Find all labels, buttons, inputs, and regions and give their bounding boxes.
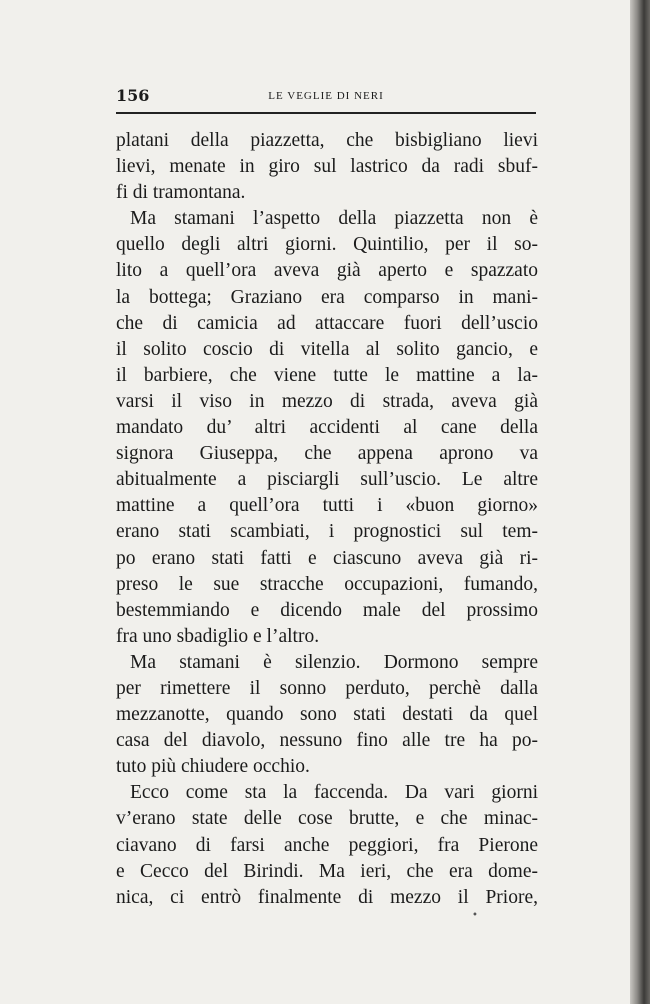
text-line: lievi, menate in giro sul lastrico da radi sbuf- xyxy=(116,156,538,178)
text-line: Ma stamani l’aspetto della piazzetta non è xyxy=(130,208,538,230)
header-rule xyxy=(116,112,536,114)
text-line: Ma stamani è silenzio. Dormono sempre xyxy=(130,651,538,673)
text-line: casa del diavolo, nessuno fino alle tre ha po- xyxy=(116,730,538,752)
page-header xyxy=(116,84,536,108)
text-line: la bottega; Graziano era comparso in mani- xyxy=(116,286,538,308)
text-line: per rimettere il sonno perduto, perchè dalla xyxy=(116,677,538,699)
text-line: e Cecco del Birindi. Ma ieri, che era dome- xyxy=(116,860,538,882)
body-text xyxy=(116,128,538,911)
text-line: v’erano state delle cose brutte, e che minac- xyxy=(116,808,538,830)
text-line: quello degli altri giorni. Quintilio, per il so- xyxy=(116,234,538,256)
text-line: tuto più chiudere occhio. xyxy=(116,756,310,778)
text-line: abitualmente a pisciargli sull’uscio. Le altre xyxy=(116,469,538,491)
text-line: che di camicia ad attaccare fuori dell’uscio xyxy=(116,312,538,334)
text-line: lito a quell’ora aveva già aperto e spazzato xyxy=(116,260,538,282)
text-line: il barbiere, che viene tutte le mattine a la- xyxy=(116,364,538,386)
text-line: il solito coscio di vitella al solito gancio, e xyxy=(116,338,538,360)
text-line: ciavano di farsi anche peggiori, fra Pierone xyxy=(116,834,538,856)
text-line: platani della piazzetta, che bisbigliano lievi xyxy=(116,130,538,151)
text-line: nica, ci entrò finalmente di mezzo il Priore, xyxy=(116,886,538,908)
text-line: po erano stati fatti e ciascuno aveva già ri- xyxy=(116,547,538,569)
text-line: signora Giuseppa, che appena aprono va xyxy=(116,443,538,465)
text-line: Ecco come sta la faccenda. Da vari giorni xyxy=(130,782,538,804)
text-line: fi di tramontana. xyxy=(116,182,246,204)
page-edge-shadow xyxy=(630,0,650,1004)
text-line: bestemmiando e dicendo male del prossimo xyxy=(116,599,538,621)
text-line: mezzanotte, quando sono stati destati da quel xyxy=(116,704,538,726)
text-line: varsi il viso in mezzo di strada, aveva già xyxy=(116,390,538,412)
running-title: LE VEGLIE DI NERI xyxy=(268,90,384,102)
text-line: mandato du’ altri accidenti al cane della xyxy=(116,417,538,439)
text-line: preso le sue stracche occupazioni, fumando, xyxy=(116,573,538,595)
text-line: mattine a quell’ora tutti i «buon giorno» xyxy=(116,495,538,517)
text-line: erano stati scambiati, i prognostici sul tem- xyxy=(116,521,538,543)
page-number: 156 xyxy=(116,86,150,105)
text-line: fra uno sbadiglio e l’altro. xyxy=(116,625,320,647)
ink-speck: • xyxy=(472,910,478,921)
